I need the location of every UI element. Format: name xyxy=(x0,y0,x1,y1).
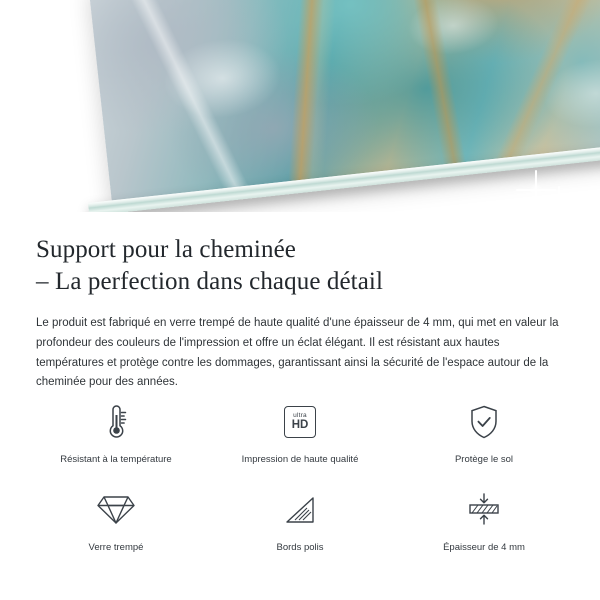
feature-item-tempered-glass xyxy=(24,484,208,558)
feature-item-floor-protection xyxy=(392,396,576,470)
text-content xyxy=(0,212,600,393)
feature-grid xyxy=(0,396,600,559)
feature-label: Impression de haute qualité xyxy=(241,454,359,465)
sparkle-icon xyxy=(546,186,572,212)
hero-image xyxy=(0,0,600,212)
shield-check-icon xyxy=(461,400,507,444)
description-paragraph: Le produit est fabriqué en verre trempé de haute qualité d'une épaisseur de 4 mm, qui met en valeur la profondeur des couleurs de l'impression et offre un éclat élégant. Il est résistant aux hautes températures et protège contre les dommages, garantissant ainsi la sécurité de l'espace autour de la cheminée pour des années. xyxy=(36,317,559,389)
badge-main-text: HD xyxy=(291,419,309,431)
thickness-arrows-icon xyxy=(461,488,507,532)
feature-label: Résistant à la température xyxy=(60,454,172,465)
sparkle-icon xyxy=(516,170,556,210)
feature-item-temperature xyxy=(24,396,208,470)
polished-edges-icon xyxy=(277,488,323,532)
diamond-icon xyxy=(93,488,139,532)
page-title xyxy=(0,212,600,298)
feature-label: Protège le sol xyxy=(454,454,514,465)
badge-top-text: ultra xyxy=(293,411,307,419)
feature-label: Bords polis xyxy=(276,542,324,554)
ultra-hd-badge-icon xyxy=(277,400,323,444)
feature-item-thickness xyxy=(392,484,576,558)
feature-item-polished-edges xyxy=(208,484,392,558)
thermometer-icon xyxy=(93,400,139,444)
feature-item-print-quality xyxy=(208,396,392,470)
headline-line-2: – La perfection dans chaque détail xyxy=(36,268,383,295)
feature-label: Verre trempé xyxy=(88,542,144,554)
headline-line-1: Support pour la cheminée xyxy=(36,236,296,263)
feature-label: Épaisseur de 4 mm xyxy=(443,542,525,554)
